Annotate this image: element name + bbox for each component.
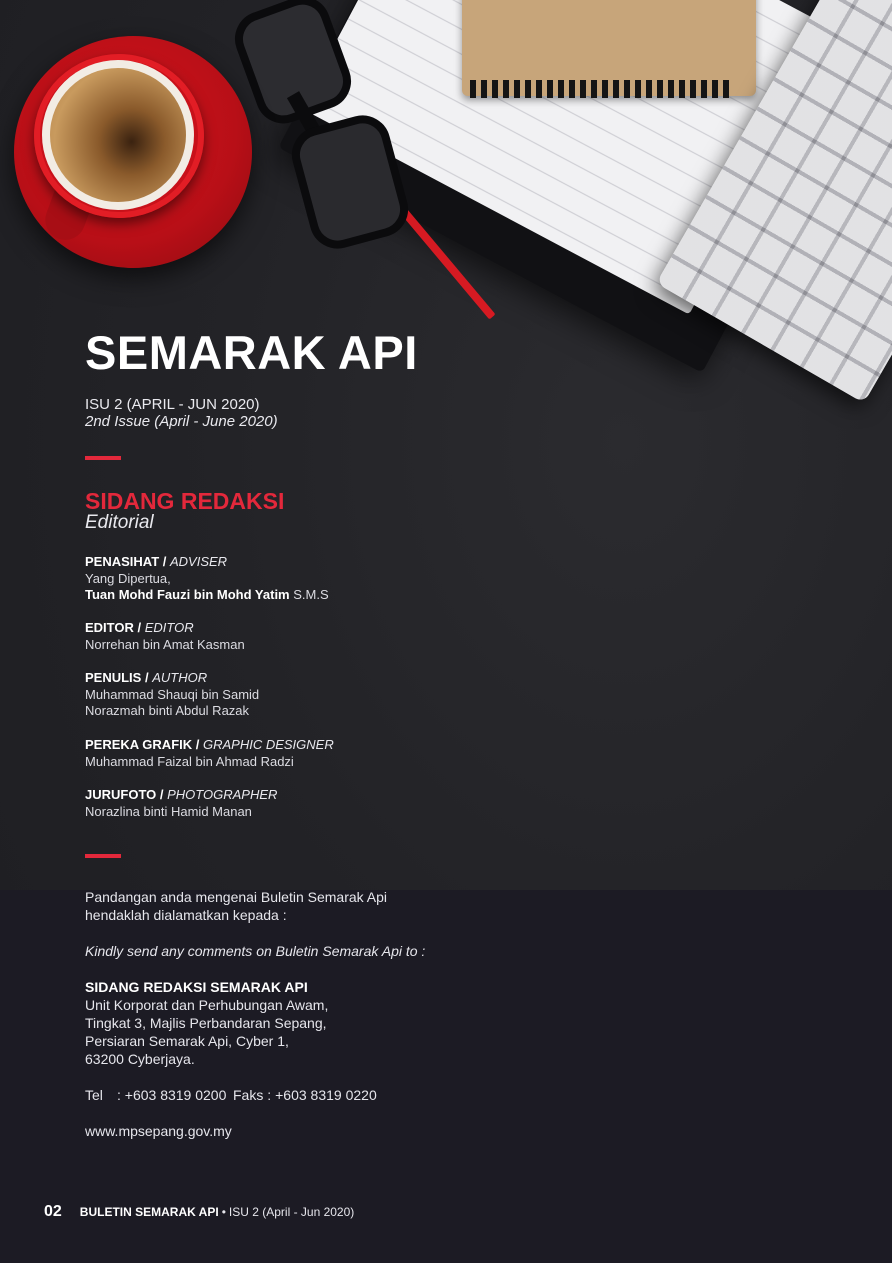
tel-number: : +603 8319 0200 [117, 1087, 227, 1103]
contact-intro-ms: Pandangan anda mengenai Buletin Semarak Api [85, 889, 387, 905]
footer-publication: BULETIN SEMARAK API [79, 1205, 219, 1219]
role-heading-ms: PENASIHAT [85, 554, 160, 569]
role-heading-ms: PENULIS [85, 670, 142, 685]
tel-label: Tel [85, 1087, 103, 1103]
fax-label: Faks : [233, 1087, 272, 1103]
role-name: Muhammad Shauqi bin Samid [85, 686, 260, 702]
role-heading-en: AUTHOR [152, 670, 208, 685]
editorial-title: SIDANG REDAKSI [85, 488, 285, 514]
role-separator: / [192, 737, 203, 752]
role-heading-ms: JURUFOTO [85, 787, 157, 802]
contact-intro-en: Kindly send any comments on Buletin Semarak Api to : [85, 943, 426, 959]
role-editor [85, 620, 245, 653]
role-author [85, 670, 259, 720]
contact-phone-line [85, 1086, 425, 1104]
role-separator: / [159, 554, 170, 569]
role-name: Norazmah binti Abdul Razak [85, 703, 250, 718]
role-name-suffix: S.M.S [289, 587, 329, 602]
address-line: Persiaran Semarak Api, Cyber 1, [85, 1033, 289, 1049]
role-heading-ms: PEREKA GRAFIK [85, 737, 193, 752]
role-heading-en: PHOTOGRAPHER [167, 787, 278, 802]
accent-divider [85, 456, 121, 460]
role-name-bold: Tuan Mohd Fauzi bin Mohd Yatim [85, 587, 290, 602]
role-heading-en: GRAPHIC DESIGNER [202, 737, 334, 752]
role-adviser [85, 554, 329, 604]
issue-label-ms: ISU 2 (APRIL - JUN 2020) [85, 396, 260, 413]
role-separator: / [156, 787, 168, 802]
page-number: 02 [44, 1203, 62, 1220]
role-name: Norrehan bin Amat Kasman [85, 636, 245, 652]
page-title: SEMARAK API [85, 326, 418, 379]
fax-number: +603 8319 0220 [275, 1087, 377, 1103]
role-name: Yang Dipertua, [85, 570, 171, 586]
address-line: Unit Korporat dan Perhubungan Awam, [85, 997, 329, 1013]
role-separator: / [141, 670, 153, 685]
role-photographer [85, 787, 277, 820]
spiral-binding-image [470, 80, 734, 98]
role-separator: / [133, 620, 145, 635]
role-heading-en: EDITOR [144, 620, 194, 635]
footer-bullet: • [221, 1205, 226, 1219]
editorial-subtitle: Editorial [85, 512, 154, 533]
role-name: Norazlina binti Hamid Manan [85, 803, 252, 819]
role-heading-ms: EDITOR [85, 620, 134, 635]
contact-intro-ms: hendaklah dialamatkan kepada : [85, 907, 287, 923]
role-heading-en: ADVISER [170, 554, 228, 569]
role-name [85, 587, 329, 604]
contact-org: SIDANG REDAKSI SEMARAK API [85, 979, 308, 995]
address-line: 63200 Cyberjaya. [85, 1051, 195, 1067]
accent-divider [85, 854, 121, 858]
address-line: Tingkat 3, Majlis Perbandaran Sepang, [85, 1015, 327, 1031]
page-footer [44, 1203, 354, 1221]
contact-section [85, 888, 425, 1140]
website-link[interactable]: www.mpsepang.gov.my [85, 1123, 232, 1139]
role-graphic-designer [85, 737, 334, 770]
coffee-image [50, 68, 186, 202]
role-name: Muhammad Faizal bin Ahmad Radzi [85, 753, 294, 769]
footer-issue: ISU 2 (April - Jun 2020) [228, 1205, 355, 1219]
issue-label-en: 2nd Issue (April - June 2020) [85, 413, 278, 430]
